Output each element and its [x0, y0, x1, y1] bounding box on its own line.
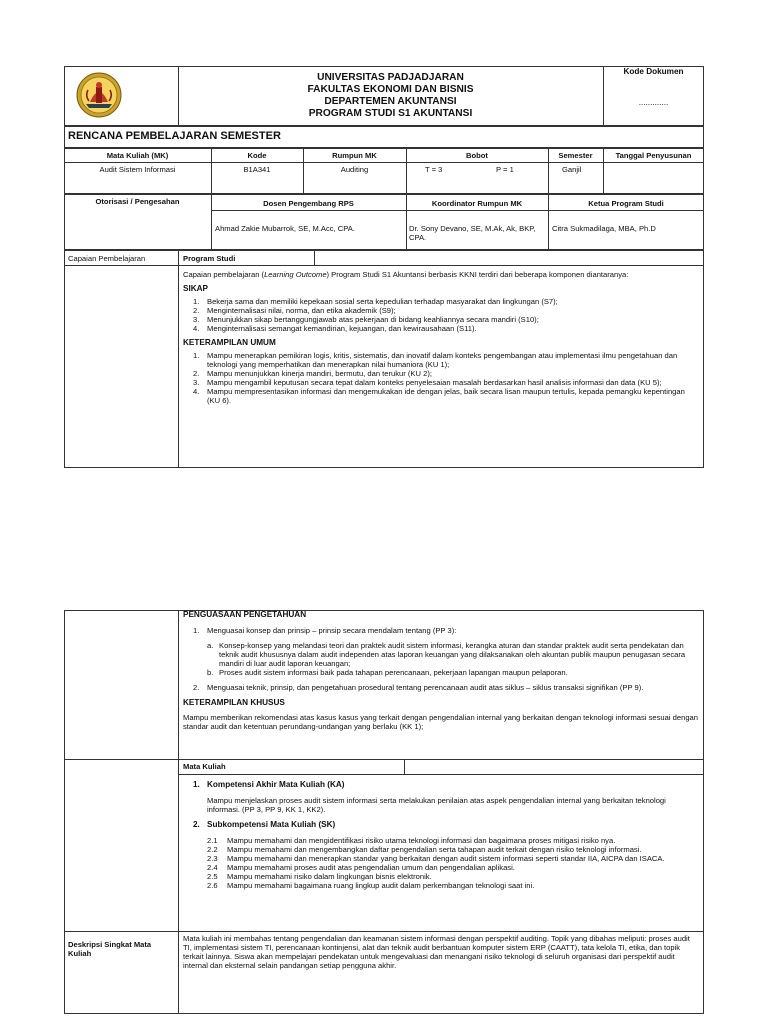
course-name-value: Audit Sistem Informasi	[99, 165, 176, 174]
col-header-bobot: Bobot	[466, 151, 488, 160]
kk-title: KETERAMPILAN KHUSUS	[183, 698, 285, 707]
list-item: 2.3 Mampu memahami dan menerapkan standar yang berkaitan dengan audit sistem informasi seperti standar IIA, AICPA dan ISACA.	[207, 854, 665, 863]
authorization-label: Otorisasi / Pengesahan	[95, 197, 180, 206]
list-item: 4. Menginternalisasi semangat kemandirian, kejuangan, dan kewirausahaan (S11).	[193, 324, 477, 333]
department-name: DEPARTEMEN AKUNTANSI	[324, 96, 457, 107]
pp-item-2: 2. Menguasai teknik, prinsip, dan pengetahuan prosedural tentang perencanaan audit atas siklus – siklus transaksi signifikan (PP 9).	[193, 683, 644, 692]
list-item: 2.4 Mampu memahami proses audit atas pengendalian umum dan pengendalian aplikasi.	[207, 863, 515, 872]
university-name: UNIVERSITAS PADJADJARAN	[317, 72, 464, 83]
pp-sub-b: b. Proses audit sistem informasi baik pada tahapan perencanaan, pekerjaan lapangan maupun pelaporan.	[207, 668, 568, 677]
sk-list	[183, 836, 698, 890]
list-item: 4. Mampu mempresentasikan informasi dan mengemukakan ide dengan jelas, baik secara lisan maupun tertulis, kepada pemangku kepentingan (KU 6).	[193, 387, 685, 405]
faculty-name: FAKULTAS EKONOMI DAN BISNIS	[307, 84, 474, 95]
doc-code-label: Kode Dokumen	[623, 67, 684, 76]
sikap-title: SIKAP	[183, 284, 209, 293]
kk-text: Mampu memberikan rekomendasi atas kasus kasus yang terkait dengan pengendalian internal yang berkaitan dengan teknologi informasi sesuai dengan standar audit dan ketentuan perundang-undangan yang berlaku (KK 1);	[183, 713, 699, 731]
dosen-name: Ahmad Zakie Mubarrok, SE, M.Acc, CPA.	[215, 224, 355, 233]
program-studi-label: Program Studi	[183, 254, 236, 263]
col-header-tanggal: Tanggal Penyusunan	[615, 151, 692, 160]
ka-title: 1. Kompetensi Akhir Mata Kuliah (KA)	[193, 780, 345, 789]
col-header-mk: Mata Kuliah (MK)	[106, 151, 169, 160]
ka-text: Mampu menjelaskan proses audit sistem informasi serta melakukan penilaian atas aspek pengendalian internal yang berkaitan teknologi informasi. (PP 3, PP 9, KK 1, KK2).	[207, 796, 666, 814]
list-item: 2.6 Mampu memahami bagaimana ruang lingkup audit dalam perkembangan teknologi saat ini.	[207, 881, 535, 890]
list-item: 2.2 Mampu memahami dan mengembangkan daftar pengendalian serta tahapan audit terkait dengan risiko teknologi informasi.	[207, 845, 642, 854]
capaian-intro: Capaian pembelajaran (Learning Outcome) Program Studi S1 Akuntansi berbasis KKNI terdiri dari beberapa komponen diantaranya:	[183, 270, 629, 279]
sikap-list	[183, 297, 698, 333]
list-item: 3. Mampu mengambil keputusan secara tepat dalam konteks penyelesaian masalah berdasarkan hasil analisis informasi dan data (KU 5);	[193, 378, 662, 387]
header-koordinator: Koordinator Rumpun MK	[431, 199, 523, 208]
university-logo-icon	[76, 72, 122, 118]
pp-title: PENGUASAAN PENGETAHUAN	[183, 610, 307, 619]
doc-code-value: .............	[638, 98, 669, 107]
header-dosen: Dosen Pengembang RPS	[263, 199, 354, 208]
list-item: 1. Bekerja sama dan memiliki kepekaan sosial serta kepedulian terhadap masyarakat dan lingkungan (S7);	[193, 297, 558, 306]
capaian-content	[183, 270, 698, 405]
bobot-p-value: P = 1	[496, 165, 514, 174]
pp-content	[183, 610, 698, 731]
ketua-name: Citra Sukmadilaga, MBA, Ph.D	[552, 224, 656, 233]
pp-sub-a: a. Konsep-konsep yang melandasi teori dan praktek audit sistem informasi, kerangka aturan dan standar praktek audit serta pendekatan dan teknik audit khususnya dalam audit independen atas laporan keuangan yang dilaksanakan oleh akuntan publik maupun penugasan secara mandiri di luar audit laporan keuangan;	[207, 641, 686, 668]
capaian-label: Capaian Pembelajaran	[68, 254, 146, 263]
ku-list	[183, 351, 698, 405]
page-title: RENCANA PEMBELAJARAN SEMESTER	[68, 130, 281, 142]
list-item: 2.5 Mampu memahami risiko dalam lingkungan bisnis elektronik.	[207, 872, 432, 881]
header-titles	[178, 72, 603, 120]
sk-title: 2. Subkompetensi Mata Kuliah (SK)	[193, 820, 336, 829]
ku-title: KETERAMPILAN UMUM	[183, 338, 276, 347]
deskripsi-label: Deskripsi Singkat Mata Kuliah	[68, 940, 152, 958]
list-item: 2. Menginternalisasi nilai, norma, dan etika akademik (S9);	[193, 306, 396, 315]
koordinator-name: Dr. Sony Devano, SE, M.Ak, Ak, BKP, CPA.	[409, 224, 536, 242]
col-header-semester: Semester	[558, 151, 593, 160]
list-item: 2. Mampu menunjukkan kinerja mandiri, bermutu, dan terukur (KU 2);	[193, 369, 432, 378]
rumpun-value: Auditing	[340, 165, 369, 174]
header-ketua: Ketua Program Studi	[588, 199, 664, 208]
bobot-t-value: T = 3	[425, 165, 443, 174]
program-name: PROGRAM STUDI S1 AKUNTANSI	[308, 108, 473, 119]
deskripsi-text: Mata kuliah ini membahas tentang pengendalian dan keamanan sistem informasi dengan perspektif auditing. Topik yang dibahas meliputi: proses audit TI, implementasi sistem TI, perencanaan kontinjensi, alat dan teknik audit berbantuan komputer sistem ERP (CAATT), tata kelola TI, etika, dan topik terkait lainnya. Siswa akan mempelajari pendekatan untuk mengevaluasi dan menangani risiko teknologi di seluruh organisasi dari perspektif audit internal dan eksternal selain pandangan setiap pengguna akhir.	[183, 934, 690, 970]
mata-kuliah-label: Mata Kuliah	[183, 762, 226, 771]
list-item: 1. Mampu menerapkan pemikiran logis, kritis, sistematis, dan inovatif dalam konteks pengembangan atau implementasi ilmu pengetahuan dan teknologi yang memperhatikan dan menerapkan nilai humaniora (KU 1);	[193, 351, 678, 369]
col-header-rumpun: Rumpun MK	[332, 151, 377, 160]
list-item: 2.1 Mampu memahami dan mengidentifikasi risiko utama teknologi informasi dan bagaimana proses mitigasi risiko nya.	[207, 836, 616, 845]
pp-item-1: 1. Menguasai konsep dan prinsip – prinsip secara mendalam tentang (PP 3):	[193, 626, 457, 635]
course-code-value: B1A341	[243, 165, 271, 174]
list-item: 3. Menunjukkan sikap bertanggungjawab atas pekerjaan di bidang keahliannya secara mandiri (S10);	[193, 315, 539, 324]
semester-value: Ganjil	[562, 165, 582, 174]
col-header-kode: Kode	[247, 151, 267, 160]
mk-content	[183, 780, 698, 890]
